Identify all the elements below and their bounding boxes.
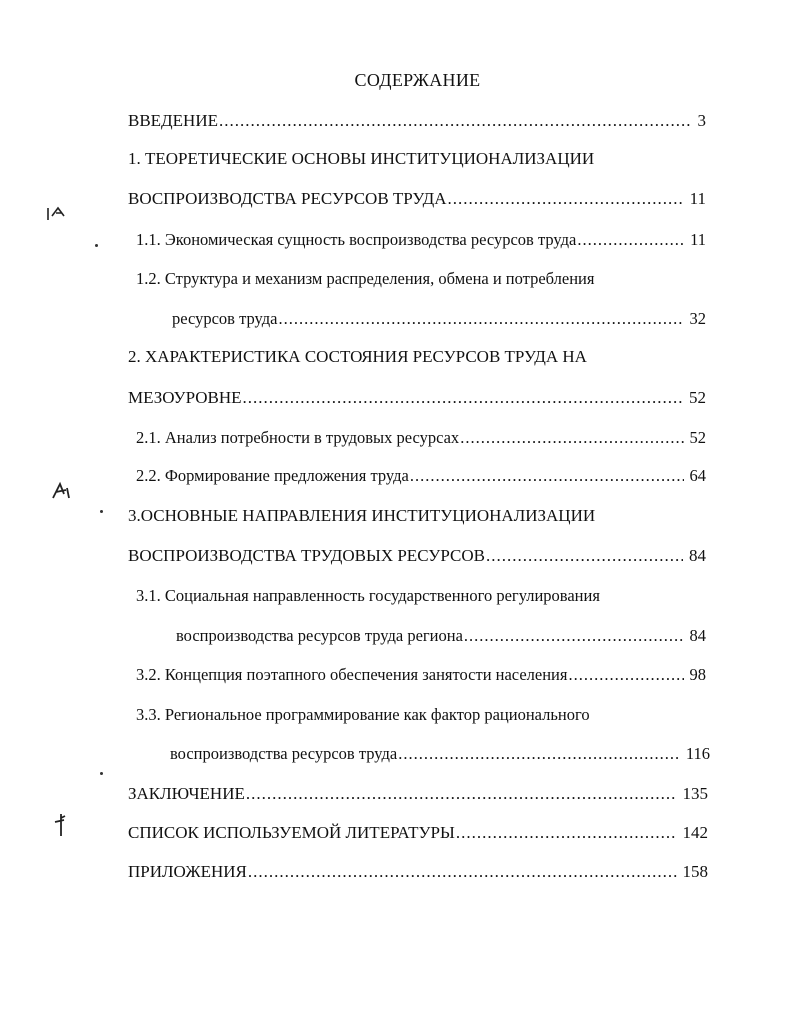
toc-leader xyxy=(245,783,677,805)
toc-entry-2-2 xyxy=(136,465,706,487)
toc-entry-3-3-heading: 3.3. Региональное программирование как фактор рационального xyxy=(136,705,590,724)
toc-leader xyxy=(447,188,684,210)
toc-entry-ch2-heading: 2. ХАРАКТЕРИСТИКА СОСТОЯНИЯ РЕСУРСОВ ТРУДА НА xyxy=(128,347,587,366)
toc-entry-2-1 xyxy=(136,427,706,449)
toc-leader xyxy=(218,110,692,132)
page-title: СОДЕРЖАНИЕ xyxy=(354,70,481,90)
toc-entry-text: ВОСПРОИЗВОДСТВА ТРУДОВЫХ РЕСУРСОВ xyxy=(128,546,485,565)
toc-page-number: 11 xyxy=(689,189,706,208)
toc-page-number: 142 xyxy=(682,823,708,842)
toc-entry-text: 2.1. Анализ потребности в трудовых ресурсах xyxy=(136,428,460,447)
toc-entry-appendix xyxy=(128,861,708,883)
toc-page-number: 135 xyxy=(682,784,708,803)
toc-entry-text: ресурсов труда xyxy=(172,309,278,328)
toc-leader xyxy=(455,822,677,844)
toc-leader xyxy=(277,308,683,330)
toc-entry-3-1-heading: 3.1. Социальная направленность государственного регулирования xyxy=(136,586,600,605)
toc-leader xyxy=(247,861,677,883)
toc-leader xyxy=(397,743,680,765)
toc-entry-text: ПРИЛОЖЕНИЯ xyxy=(128,862,247,881)
toc-entry-ch1-heading: 1. ТЕОРЕТИЧЕСКИЕ ОСНОВЫ ИНСТИТУЦИОНАЛИЗАЦИИ xyxy=(128,149,595,168)
scan-speck xyxy=(100,510,103,513)
margin-mark-icon xyxy=(50,480,72,502)
toc-entry-3-3 xyxy=(170,743,710,765)
toc-page-number: 64 xyxy=(689,466,706,485)
toc-entry-text: 2.2. Формирование предложения труда xyxy=(136,466,409,485)
toc-entry-intro xyxy=(128,110,706,132)
toc-leader xyxy=(463,625,684,647)
toc-entry-1-1 xyxy=(136,229,706,251)
toc-leader xyxy=(409,465,684,487)
toc-leader xyxy=(459,427,683,449)
toc-entry-text: ВВЕДЕНИЕ xyxy=(128,111,218,130)
toc-entry-1-2 xyxy=(172,308,706,330)
toc-entry-conclusion xyxy=(128,783,708,805)
scan-speck xyxy=(100,772,103,775)
toc-page-number: 52 xyxy=(689,428,706,447)
toc-entry-text: СПИСОК ИСПОЛЬЗУЕМОЙ ЛИТЕРАТУРЫ xyxy=(128,823,455,842)
toc-page-number: 84 xyxy=(689,546,706,565)
toc-page-number: 98 xyxy=(689,665,706,684)
toc-entry-text: ВОСПРОИЗВОДСТВА РЕСУРСОВ ТРУДА xyxy=(128,189,447,208)
toc-entry-text: воспроизводства ресурсов труда xyxy=(170,744,398,763)
toc-entry-1-2-heading: 1.2. Структура и механизм распределения, обмена и потребления xyxy=(136,269,595,288)
toc-leader xyxy=(576,229,684,251)
toc-entry-ch3-heading: 3.ОСНОВНЫЕ НАПРАВЛЕНИЯ ИНСТИТУЦИОНАЛИЗАЦИИ xyxy=(128,506,596,525)
toc-entry-3-2 xyxy=(136,664,706,686)
toc-entry-text: МЕЗОУРОВНЕ xyxy=(128,388,242,407)
toc-page-number: 84 xyxy=(689,626,706,645)
toc-leader xyxy=(567,664,683,686)
toc-entry-3-1 xyxy=(176,625,706,647)
toc-entry-text: 1.1. Экономическая сущность воспроизводства ресурсов труда xyxy=(136,230,577,249)
toc-entry-references xyxy=(128,822,708,844)
toc-page-number: 11 xyxy=(690,230,706,249)
toc-page-number: 116 xyxy=(685,744,710,763)
margin-mark-icon xyxy=(44,204,68,224)
toc-entry-ch3 xyxy=(128,545,706,567)
toc-entry-text: ЗАКЛЮЧЕНИЕ xyxy=(128,784,245,803)
toc-page-number: 158 xyxy=(682,862,708,881)
toc-entry-text: воспроизводства ресурсов труда региона xyxy=(176,626,463,645)
scan-speck xyxy=(95,244,98,247)
toc-page-number: 32 xyxy=(689,309,706,328)
toc-entry-text: 3.2. Концепция поэтапного обеспечения занятости населения xyxy=(136,665,568,684)
toc-leader xyxy=(242,387,683,409)
toc-entry-ch2 xyxy=(128,387,706,409)
margin-mark-icon xyxy=(52,812,68,838)
toc-page-number: 52 xyxy=(689,388,706,407)
toc-entry-ch1 xyxy=(128,188,706,210)
toc-page-number: 3 xyxy=(697,111,706,130)
toc-leader xyxy=(485,545,683,567)
